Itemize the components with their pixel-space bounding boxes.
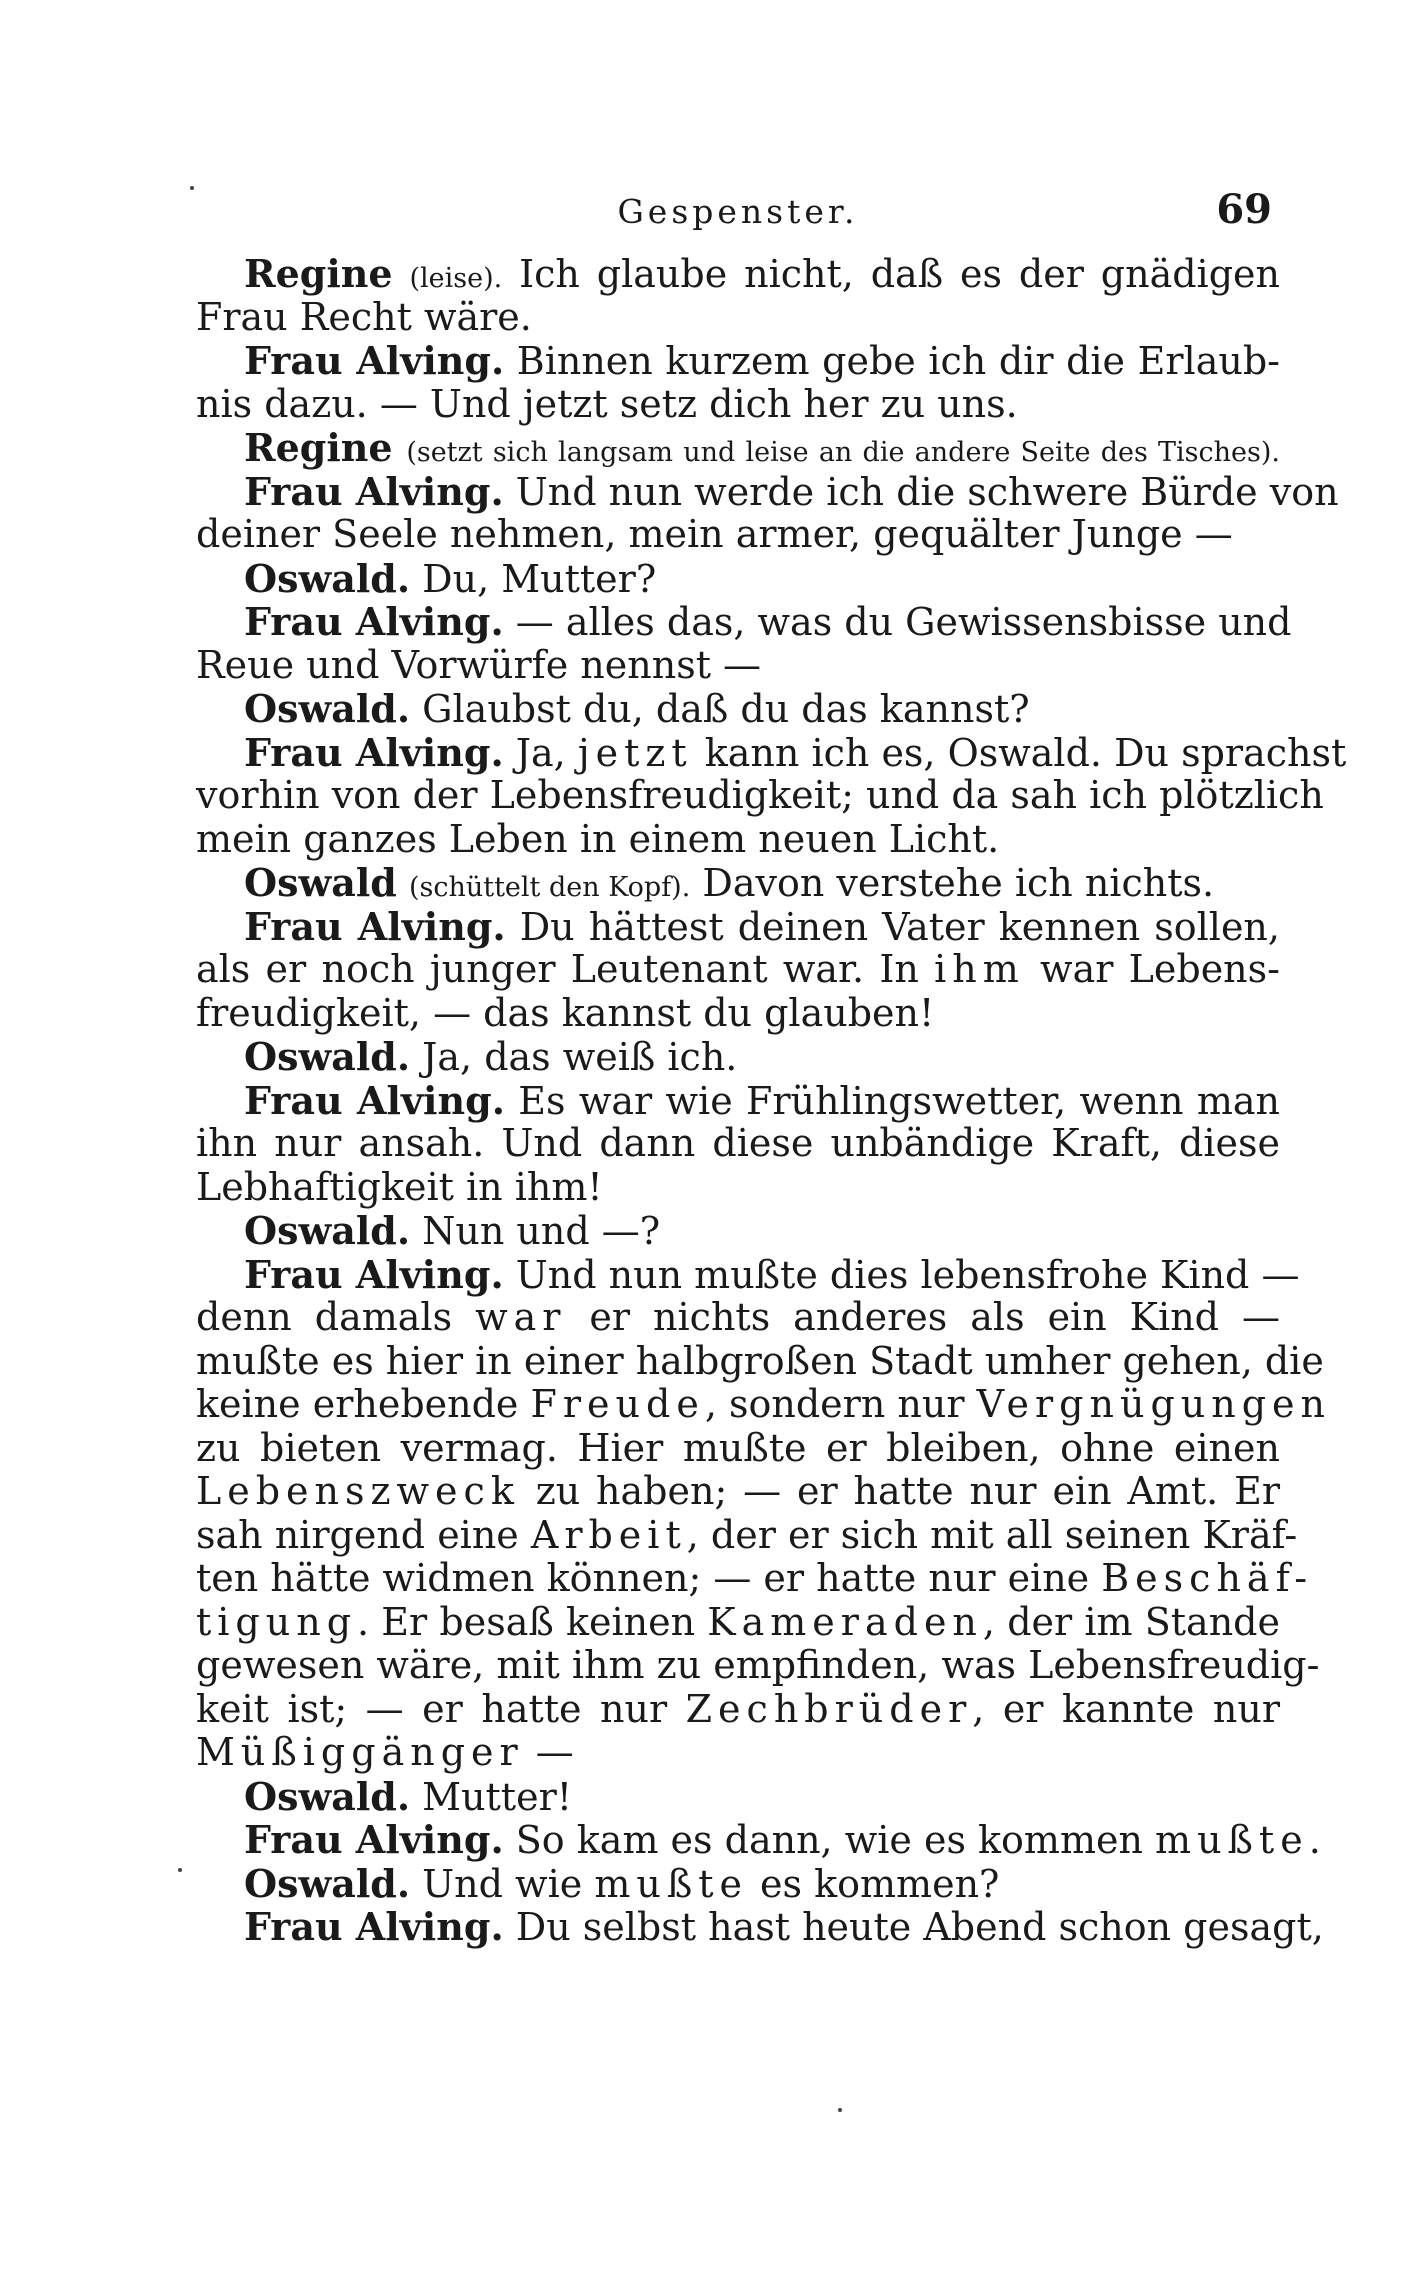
text-line	[196, 1251, 1300, 1297]
emphasis-text: jetzt	[577, 730, 693, 775]
line-text: Frau Recht wäre.	[196, 294, 532, 339]
line-text: Und nun werde ich die schwere Bürde von	[503, 469, 1339, 514]
line-text: Ja,	[503, 730, 578, 775]
stage-direction: (leise).	[409, 263, 503, 294]
text-line	[196, 1427, 1280, 1471]
emphasis-text: mußte	[1155, 1818, 1309, 1862]
text-line	[196, 861, 1280, 905]
speaker-name: Regine	[244, 425, 393, 470]
emphasis-text: tigung	[196, 1599, 358, 1644]
line-text: ihn nur ansah. Und dann diese unbändige Kraft, diese	[196, 1121, 1280, 1165]
speaker-name: Oswald	[244, 860, 397, 905]
line-text: als er noch junger Leutenant war. In	[196, 947, 935, 991]
emphasis-text: war	[475, 1295, 567, 1339]
line-text: , er kannte nur	[972, 1686, 1280, 1731]
text-line	[196, 1512, 1298, 1558]
line-text: So kam es dann, wie es kommen	[503, 1818, 1156, 1862]
text-line	[196, 296, 1280, 340]
line-text: Es war wie Frühlingswetter, wenn man	[504, 1078, 1280, 1123]
text-line	[196, 513, 1280, 557]
running-title: Gespenster.	[617, 192, 859, 231]
line-text: deiner Seele nehmen, mein armer, gequälter Junge —	[196, 512, 1233, 556]
page-header	[196, 186, 1280, 246]
line-text: keit ist; — er hatte nur	[196, 1686, 686, 1731]
emphasis-text: Müßiggänger	[196, 1730, 524, 1774]
line-text	[393, 426, 407, 470]
text-line	[196, 426, 1280, 470]
line-text: — alles das, was du Gewissensbisse und	[503, 600, 1292, 644]
text-line	[196, 1035, 1280, 1079]
text-line	[196, 1817, 1321, 1862]
text-line	[196, 818, 1280, 862]
speaker-name: Oswald.	[244, 555, 411, 601]
emphasis-text: Beschäf-	[1101, 1556, 1314, 1600]
text-line	[196, 1601, 1280, 1645]
line-text: ten hätte widmen können; — er hatte nur eine	[196, 1556, 1102, 1600]
line-text	[393, 252, 410, 296]
text-line	[196, 1556, 1314, 1601]
line-text: Du selbst hast heute Abend schon gesagt,	[503, 1905, 1324, 1949]
line-text: zu haben; — er hatte nur ein Amt. Er	[519, 1469, 1280, 1513]
text-line	[196, 599, 1292, 644]
text-line	[196, 1338, 1324, 1384]
speaker-name: Frau Alving.	[244, 1817, 504, 1862]
line-text: mußte es hier in einer halbgroßen Stadt umher gehen, die	[196, 1338, 1324, 1383]
line-text: Und wie	[410, 1861, 595, 1906]
margin-speck	[190, 186, 194, 190]
speaker-name: Frau Alving.	[244, 468, 504, 514]
speaker-name: Frau Alving.	[244, 1077, 505, 1123]
line-text: —	[523, 1730, 574, 1774]
line-text: keine erhebende	[196, 1382, 531, 1426]
speaker-name: Regine	[244, 251, 393, 296]
text-line	[196, 1731, 1280, 1775]
text-line	[196, 1688, 1280, 1732]
text-line	[196, 339, 1280, 383]
text-line	[196, 1862, 1280, 1906]
text-line	[196, 252, 1280, 296]
text-line	[196, 1209, 1280, 1253]
emphasis-text: Lebenszweck	[196, 1469, 520, 1513]
line-text: Reue und Vorwürfe nennst —	[196, 642, 762, 687]
text-line	[196, 1904, 1324, 1949]
line-text: zu bieten vermag. Hier mußte er bleiben, ohne einen	[196, 1425, 1280, 1470]
line-text	[397, 861, 409, 905]
emphasis-text: mußte	[594, 1861, 748, 1906]
line-text: Davon verstehe ich nichts.	[690, 861, 1215, 905]
speaker-name: Oswald.	[244, 1034, 411, 1079]
line-text: Lebhaftigkeit in ihm!	[196, 1164, 603, 1209]
speaker-name: Frau Alving.	[244, 1904, 504, 1949]
line-text: Nun und —?	[410, 1209, 661, 1253]
line-text: Du hättest deinen Vater kennen sollen,	[505, 904, 1280, 949]
emphasis-text: Vergnügungen	[976, 1382, 1332, 1426]
text-line	[196, 557, 1280, 601]
text-line	[196, 1122, 1280, 1166]
text-line	[196, 687, 1280, 731]
line-text: Du, Mutter?	[410, 556, 657, 601]
line-text: sah nirgend eine	[196, 1512, 531, 1557]
emphasis-text: Zechbrüder	[685, 1686, 973, 1731]
text-line	[196, 1079, 1280, 1123]
line-text: Binnen kurzem gebe ich dir die Erlaub-	[504, 339, 1280, 383]
line-text: , sondern nur	[704, 1382, 977, 1426]
speaker-name: Frau Alving.	[244, 1251, 504, 1297]
speaker-name: Oswald.	[244, 1773, 411, 1819]
line-text: nis dazu. — Und jetzt setz dich her zu uns.	[196, 381, 1018, 426]
speaker-name: Oswald.	[244, 1860, 411, 1906]
line-text: , der im Stande	[982, 1599, 1280, 1644]
line-text: Und nun mußte dies lebensfrohe Kind —	[503, 1252, 1300, 1297]
line-text: er nichts anderes als ein Kind —	[566, 1295, 1280, 1339]
line-text: kann ich es, Oswald. Du sprachst	[692, 730, 1347, 775]
emphasis-text: Freude	[530, 1382, 705, 1426]
line-text: vorhin von der Lebensfreudigkeit; und da sah ich plötzlich	[196, 773, 1324, 817]
stage-direction: (setzt sich langsam und leise an die andere Seite des Tisches).	[406, 437, 1280, 468]
line-text: war Lebens-	[1024, 947, 1280, 991]
speaker-name: Oswald.	[244, 686, 411, 731]
speaker-name: Frau Alving.	[244, 338, 505, 383]
text-line	[196, 1470, 1280, 1514]
text-line	[196, 383, 1280, 427]
speaker-name: Oswald.	[244, 1208, 411, 1253]
speaker-name: Frau Alving.	[244, 903, 506, 949]
line-text: Mutter!	[410, 1774, 573, 1819]
speaker-name: Frau Alving.	[244, 729, 504, 775]
page-number: 69	[1216, 186, 1272, 233]
line-text: denn damals	[196, 1295, 476, 1339]
text-line	[196, 468, 1339, 514]
line-text: gewesen wäre, mit ihm zu empfinden, was Lebensfreudig-	[196, 1643, 1320, 1687]
emphasis-text: Arbeit	[530, 1512, 687, 1557]
text-line	[196, 905, 1280, 949]
text-line	[196, 948, 1280, 992]
text-line	[196, 729, 1347, 775]
line-text: , der er sich mit all seinen Kräf-	[686, 1512, 1298, 1557]
margin-speck	[838, 2108, 842, 2112]
line-text: . Er besaß keinen	[357, 1599, 708, 1644]
line-text: mein ganzes Leben in einem neuen Licht.	[196, 816, 1000, 861]
text-line	[196, 992, 1280, 1036]
line-text: Ja, das weiß ich.	[410, 1035, 738, 1079]
stage-direction: (schüttelt den Kopf).	[408, 872, 691, 903]
text-line	[196, 1382, 1332, 1427]
text-line	[196, 1775, 1280, 1819]
body-text	[196, 251, 1347, 1949]
emphasis-text: ihm	[934, 947, 1025, 991]
text-line	[196, 1643, 1320, 1688]
line-text: .	[1308, 1818, 1321, 1862]
text-line	[196, 773, 1324, 818]
line-text: es kommen?	[747, 1861, 1000, 1906]
text-line	[196, 644, 1280, 688]
margin-speck	[178, 1868, 182, 1872]
line-text: Ich glaube nicht, daß es der gnädigen	[502, 252, 1280, 296]
speaker-name: Frau Alving.	[244, 599, 504, 644]
line-text: Glaubst du, daß du das kannst?	[410, 687, 1030, 731]
line-text: freudigkeit, — das kannst du glauben!	[196, 990, 935, 1035]
text-line	[196, 1166, 1280, 1210]
text-line	[196, 1296, 1280, 1340]
emphasis-text: Kameraden	[707, 1599, 983, 1644]
